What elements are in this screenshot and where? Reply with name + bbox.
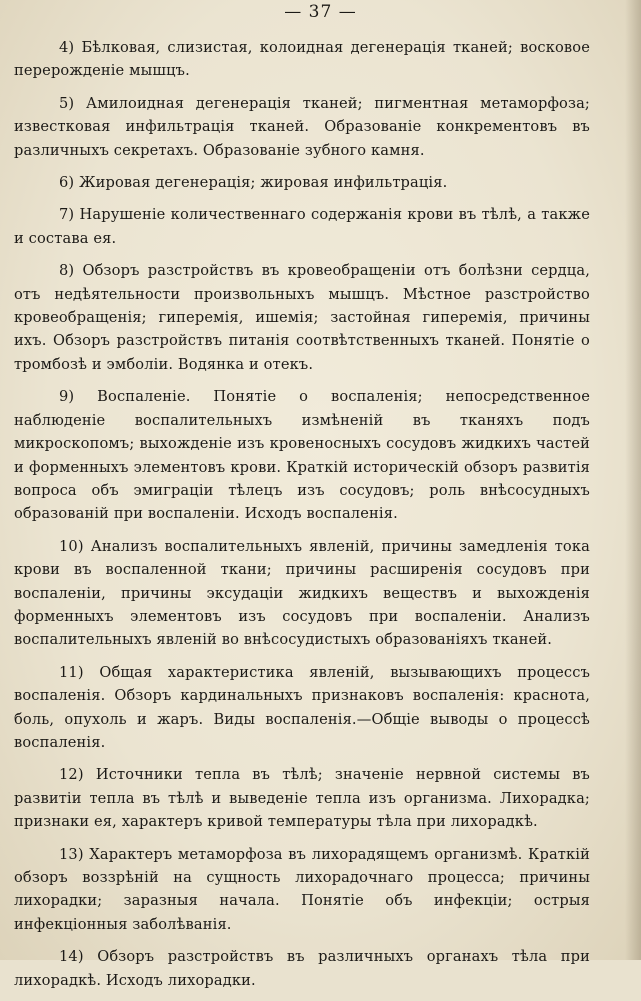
page-edge-shadow — [625, 0, 641, 960]
paragraph-12: 12) Источники тепла въ тѣлѣ; значеніе нервной системы въ развитіи тепла въ тѣлѣ и выведеніе тепла изъ организма. Лихорадка; признаки ея, характеръ кривой температуры тѣла при лихорадкѣ. — [14, 766, 590, 831]
paragraph-7: 7) Нарушеніе количественнаго содержанія крови въ тѣлѣ, а также и состава ея. — [14, 206, 590, 247]
paragraph-6: 6) Жировая дегенерація; жировая инфильтрація. — [59, 174, 448, 192]
paragraph-4: 4) Бѣлковая, слизистая, колоидная дегенерація тканей; восковое перерожденіе мышцъ. — [14, 39, 590, 80]
paragraph-9: 9) Воспаленіе. Понятіе о воспаленія; непосредственное наблюденіе воспалительныхъ измѣненій въ тканяхъ подъ микроскопомъ; выхожденіе изъ кровеносныхъ сосудовъ жидкихъ частей и форменныхъ элементовъ крови. Краткій историческій обзоръ развитія вопроса объ эмиграціи тѣлецъ изъ сосудовъ; роль внѣсосудныхъ образованій при воспаленіи. Исходъ воспаленія. — [14, 388, 590, 523]
paragraph-11: 11) Общая характеристика явленій, вызывающихъ процессъ воспаленія. Обзоръ кардинальныхъ признаковъ воспаленія: краснота, боль, опухоль и жаръ. Виды воспаленія.—Общіе выводы о процессѣ воспаленія. — [14, 663, 590, 751]
paragraph-14: 14) Обзоръ разстройствъ въ различныхъ органахъ тѣла при лихорадкѣ. Исходъ лихорадки. — [14, 948, 590, 989]
paragraph-10: 10) Анализъ воспалительныхъ явленій, причины замедленія тока крови въ воспаленной ткани; причины расширенія сосудовъ при воспаленіи, причины эксудаціи жидкихъ веществъ и выхожденія форменныхъ элементовъ изъ сосудовъ при воспаленіи. Анализъ воспалительныхъ явленій во внѣсосудистыхъ образованіяхъ тканей. — [14, 537, 590, 649]
paragraph-8: 8) Обзоръ разстройствъ въ кровеобращеніи отъ болѣзни сердца, отъ недѣятельности произвольныхъ мышцъ. Мѣстное разстройство кровеобращенія; гиперемія, ишемія; застойная гиперемія, причины ихъ. Обзоръ разстройствъ питанія соотвѣтственныхъ тканей. Понятіе о тромбозѣ и эмболіи. Водянка и отекъ. — [14, 262, 590, 373]
page-body — [14, 36, 590, 1001]
paragraph-5: 5) Амилоидная дегенерація тканей; пигментная метаморфоза; известковая инфильтрація тканей. Образованіе конкрементовъ въ различныхъ секретахъ. Образованіе зубного камня. — [14, 94, 590, 159]
paragraph-13: 13) Характеръ метаморфоза въ лихорадящемъ организмѣ. Краткій обзоръ воззрѣній на сущность лихорадочнаго процесса; причины лихорадки; заразныя начала. Понятіе объ инфекціи; острыя инфекціонныя заболѣванія. — [14, 845, 590, 933]
page-number: — 37 — — [284, 2, 357, 22]
